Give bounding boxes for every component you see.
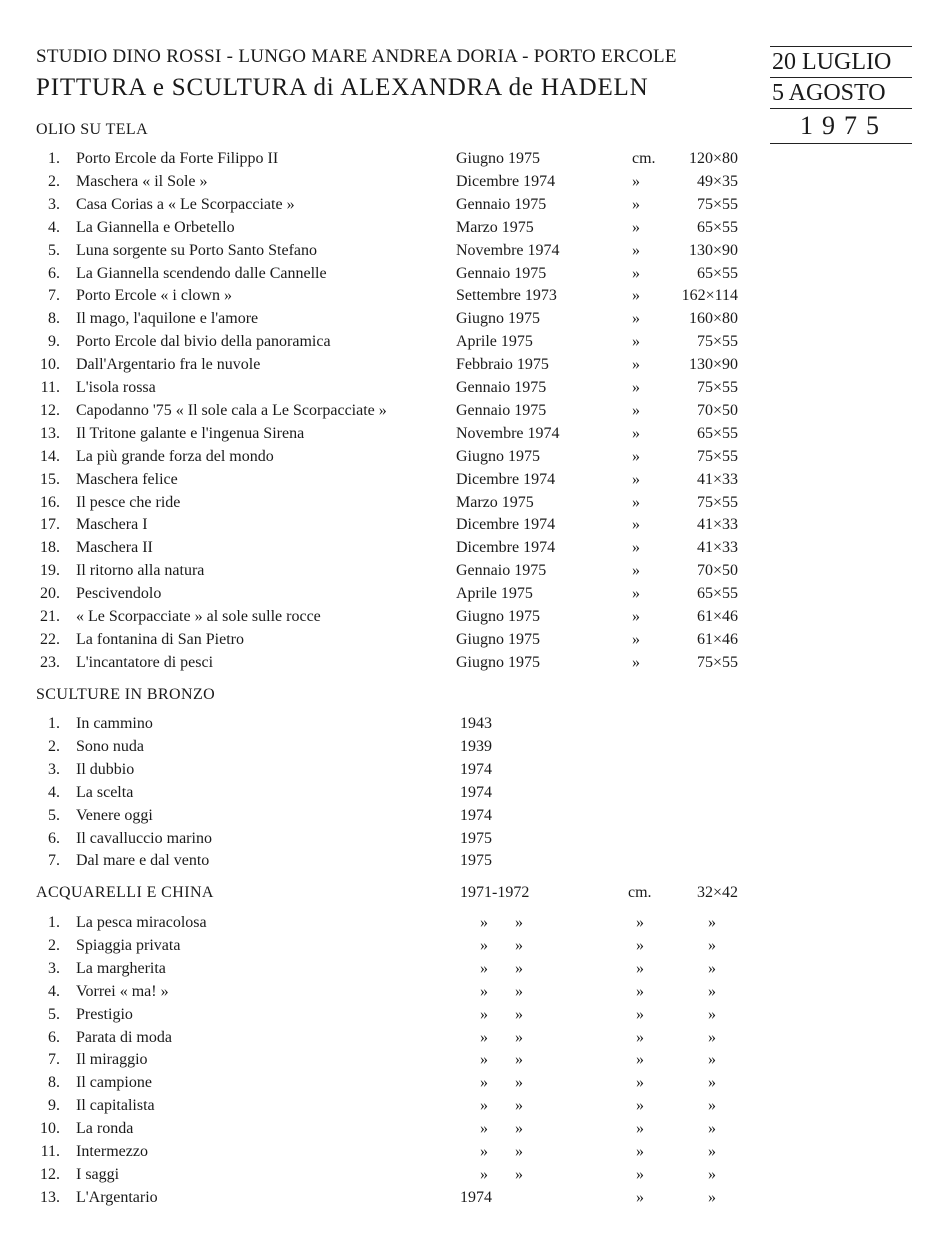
item-title: Il campione bbox=[76, 1074, 152, 1092]
list-item bbox=[0, 333, 926, 356]
ditto-mark: » bbox=[515, 1120, 523, 1138]
item-number: 6. bbox=[48, 1028, 60, 1046]
item-number: 3. bbox=[48, 959, 60, 977]
ditto-mark: » bbox=[636, 1028, 644, 1046]
item-title: La Giannella scendendo dalle Cannelle bbox=[76, 264, 327, 282]
list-item bbox=[0, 807, 926, 830]
item-unit: » bbox=[632, 310, 640, 328]
item-size: 75×55 bbox=[696, 195, 738, 213]
ditto-mark: » bbox=[708, 1005, 716, 1023]
item-number: 12. bbox=[40, 1165, 60, 1183]
list-item bbox=[0, 562, 926, 585]
date-end: 5 AGOSTO bbox=[772, 80, 886, 106]
item-date: Settembre 1973 bbox=[456, 287, 557, 305]
ditto-mark: » bbox=[708, 1143, 716, 1160]
item-size: 130×90 bbox=[688, 356, 738, 374]
item-number: 4. bbox=[48, 783, 60, 801]
item-size: 65×55 bbox=[696, 585, 738, 603]
section-watercolor-header bbox=[0, 884, 926, 907]
ditto-mark: » bbox=[480, 936, 488, 954]
ditto-mark: » bbox=[708, 1074, 716, 1092]
item-unit: » bbox=[632, 241, 640, 259]
item-year: 1975 bbox=[460, 852, 492, 870]
item-unit: » bbox=[632, 447, 640, 465]
list-item bbox=[0, 830, 926, 853]
item-date: Gennaio 1975 bbox=[456, 562, 547, 580]
ditto-mark: » bbox=[515, 1051, 523, 1069]
item-title: Dal mare e dal vento bbox=[76, 852, 210, 870]
item-number: 15. bbox=[40, 470, 60, 488]
list-item bbox=[0, 402, 926, 425]
item-title: Intermezzo bbox=[76, 1143, 148, 1160]
item-title: Il pesce che ride bbox=[76, 493, 181, 511]
item-date: Dicembre 1974 bbox=[456, 516, 556, 534]
list-item bbox=[0, 1029, 926, 1052]
item-size: 75×55 bbox=[696, 379, 738, 396]
list-item bbox=[0, 242, 926, 265]
item-unit: » bbox=[632, 470, 640, 488]
watercolor-unit: cm. bbox=[628, 884, 652, 901]
item-date: Dicembre 1974 bbox=[456, 172, 556, 190]
header-exhibition-title: PITTURA e SCULTURA di ALEXANDRA de HADELN bbox=[36, 74, 649, 101]
item-title: Maschera I bbox=[76, 516, 148, 534]
item-number: 13. bbox=[40, 1188, 60, 1206]
list-item bbox=[0, 219, 926, 242]
item-number: 9. bbox=[48, 1097, 60, 1115]
item-size: 41×33 bbox=[696, 539, 738, 557]
ditto-mark: » bbox=[636, 1120, 644, 1138]
item-title: Dall'Argentario fra le nuvole bbox=[76, 356, 261, 374]
item-unit: » bbox=[632, 401, 640, 419]
item-number: 11. bbox=[40, 1143, 60, 1160]
item-size: 65×55 bbox=[696, 424, 738, 442]
item-number: 14. bbox=[40, 447, 60, 465]
item-title: I saggi bbox=[76, 1165, 120, 1183]
item-title: Spiaggia privata bbox=[76, 936, 181, 954]
item-date: Aprile 1975 bbox=[456, 333, 533, 351]
list-item bbox=[0, 631, 926, 654]
section-bronze-heading: SCULTURE IN BRONZO bbox=[36, 686, 216, 703]
list-item bbox=[0, 654, 926, 677]
item-number: 17. bbox=[40, 516, 60, 534]
list-item bbox=[0, 960, 926, 983]
list-item bbox=[0, 1097, 926, 1120]
item-number: 6. bbox=[48, 264, 60, 282]
item-size: 65×55 bbox=[696, 218, 738, 236]
list-item bbox=[0, 1006, 926, 1029]
item-size: 162×114 bbox=[681, 287, 738, 305]
item-size: 61×46 bbox=[696, 630, 738, 648]
item-title: Porto Ercole dal bivio della panoramica bbox=[76, 333, 331, 351]
date-year: 1975 bbox=[800, 111, 888, 140]
item-date: Giugno 1975 bbox=[456, 653, 540, 671]
item-title: Il capitalista bbox=[76, 1097, 155, 1115]
item-number: 1. bbox=[48, 150, 60, 167]
ditto-mark: » bbox=[708, 914, 716, 931]
ditto-mark: » bbox=[708, 1120, 716, 1138]
ditto-mark: » bbox=[636, 1143, 644, 1160]
item-title: Il dubbio bbox=[76, 760, 135, 778]
item-size: 130×90 bbox=[688, 241, 738, 259]
item-title: La scelta bbox=[76, 783, 134, 801]
item-date: Gennaio 1975 bbox=[456, 401, 547, 419]
item-unit: » bbox=[632, 653, 640, 671]
ditto-mark: » bbox=[708, 1028, 716, 1046]
item-date: Giugno 1975 bbox=[456, 310, 540, 328]
list-item bbox=[0, 1051, 926, 1074]
item-title: Venere oggi bbox=[76, 806, 153, 824]
watercolor-size: 32×42 bbox=[696, 884, 738, 901]
ditto-mark: » bbox=[708, 982, 716, 1000]
item-number: 11. bbox=[40, 379, 60, 396]
item-number: 13. bbox=[40, 424, 60, 442]
item-title: Maschera felice bbox=[76, 470, 178, 488]
item-size: 70×50 bbox=[696, 401, 738, 419]
ditto-mark: » bbox=[708, 1051, 716, 1069]
item-size: 49×35 bbox=[696, 172, 738, 190]
item-number: 5. bbox=[48, 241, 60, 259]
item-date: Dicembre 1974 bbox=[456, 470, 556, 488]
item-number: 2. bbox=[48, 737, 60, 755]
list-item bbox=[0, 494, 926, 517]
item-number: 21. bbox=[40, 608, 60, 625]
item-date: Giugno 1975 bbox=[456, 608, 540, 625]
item-title: La Giannella e Orbetello bbox=[76, 218, 235, 236]
item-title: Il ritorno alla natura bbox=[76, 562, 205, 580]
item-year: 1975 bbox=[460, 829, 492, 847]
ditto-mark: » bbox=[708, 1188, 716, 1206]
list-item bbox=[0, 287, 926, 310]
item-size: 75×55 bbox=[696, 447, 738, 465]
item-size: 70×50 bbox=[696, 562, 738, 580]
item-number: 7. bbox=[48, 287, 60, 305]
list-item bbox=[0, 1120, 926, 1143]
item-number: 7. bbox=[48, 1051, 60, 1069]
list-item bbox=[0, 937, 926, 960]
item-title: La fontanina di San Pietro bbox=[76, 630, 244, 648]
list-item bbox=[0, 471, 926, 494]
ditto-mark: » bbox=[480, 1028, 488, 1046]
item-year: 1939 bbox=[460, 737, 492, 755]
item-unit: » bbox=[632, 195, 640, 213]
item-size: 160×80 bbox=[688, 310, 738, 328]
section-oil-heading: OLIO SU TELA bbox=[36, 121, 149, 138]
item-unit: » bbox=[632, 379, 640, 396]
ditto-mark: » bbox=[480, 1074, 488, 1092]
item-title: Casa Corias a « Le Scorpacciate » bbox=[76, 195, 295, 213]
ditto-mark: » bbox=[515, 1165, 523, 1183]
list-item bbox=[0, 914, 926, 937]
list-item bbox=[0, 1143, 926, 1166]
item-number: 18. bbox=[40, 539, 60, 557]
item-number: 5. bbox=[48, 806, 60, 824]
item-number: 23. bbox=[40, 653, 60, 671]
item-number: 12. bbox=[40, 401, 60, 419]
list-item bbox=[0, 516, 926, 539]
item-size: 41×33 bbox=[696, 470, 738, 488]
ditto-mark: » bbox=[636, 1188, 644, 1206]
ditto-mark: » bbox=[708, 936, 716, 954]
item-date: Marzo 1975 bbox=[456, 218, 534, 236]
item-number: 16. bbox=[40, 493, 60, 511]
item-number: 22. bbox=[40, 630, 60, 648]
ditto-mark: » bbox=[708, 1097, 716, 1115]
header-gallery: STUDIO DINO ROSSI - LUNGO MARE ANDREA DORIA - PORTO ERCOLE bbox=[36, 46, 677, 67]
item-date: Aprile 1975 bbox=[456, 585, 533, 603]
item-title: « Le Scorpacciate » al sole sulle rocce bbox=[76, 608, 321, 625]
date-rule-bottom bbox=[770, 143, 912, 144]
item-unit: » bbox=[632, 516, 640, 534]
item-number: 9. bbox=[48, 333, 60, 351]
item-title: Il miraggio bbox=[76, 1051, 148, 1069]
ditto-mark: » bbox=[636, 982, 644, 1000]
item-number: 10. bbox=[40, 356, 60, 374]
item-title: L'incantatore di pesci bbox=[76, 653, 214, 671]
item-date: Giugno 1975 bbox=[456, 630, 540, 648]
ditto-mark: » bbox=[515, 1143, 523, 1160]
item-size: 75×55 bbox=[696, 653, 738, 671]
item-date: Marzo 1975 bbox=[456, 493, 534, 511]
item-date: Gennaio 1975 bbox=[456, 195, 547, 213]
item-number: 7. bbox=[48, 852, 60, 870]
list-item bbox=[0, 310, 926, 333]
item-title: Parata di moda bbox=[76, 1028, 172, 1046]
item-year: 1974 bbox=[460, 806, 492, 824]
list-item bbox=[0, 761, 926, 784]
ditto-mark: » bbox=[515, 1005, 523, 1023]
item-unit: » bbox=[632, 493, 640, 511]
item-title: L'isola rossa bbox=[76, 379, 156, 396]
list-item bbox=[0, 1166, 926, 1189]
item-number: 10. bbox=[40, 1120, 60, 1138]
ditto-mark: » bbox=[636, 936, 644, 954]
item-number: 2. bbox=[48, 172, 60, 190]
ditto-mark: » bbox=[480, 914, 488, 931]
list-item bbox=[0, 379, 926, 402]
list-item bbox=[0, 983, 926, 1006]
item-year: 1943 bbox=[460, 715, 492, 732]
item-title: Pescivendolo bbox=[76, 585, 162, 603]
ditto-mark: » bbox=[636, 1165, 644, 1183]
item-number: 4. bbox=[48, 218, 60, 236]
ditto-mark: » bbox=[515, 1028, 523, 1046]
ditto-mark: » bbox=[636, 1074, 644, 1092]
ditto-mark: » bbox=[515, 1097, 523, 1115]
item-unit: » bbox=[632, 356, 640, 374]
list-item bbox=[0, 852, 926, 875]
item-title: La più grande forza del mondo bbox=[76, 447, 274, 465]
ditto-mark: » bbox=[480, 959, 488, 977]
ditto-mark: » bbox=[636, 1097, 644, 1115]
item-unit: » bbox=[632, 333, 640, 351]
ditto-mark: » bbox=[480, 1143, 488, 1160]
item-title: Il cavalluccio marino bbox=[76, 829, 212, 847]
item-number: 1. bbox=[48, 914, 60, 931]
ditto-mark: » bbox=[636, 1005, 644, 1023]
item-number: 8. bbox=[48, 1074, 60, 1092]
ditto-mark: » bbox=[515, 936, 523, 954]
item-unit: » bbox=[632, 218, 640, 236]
item-title: Il mago, l'aquilone e l'amore bbox=[76, 310, 259, 328]
item-title: Maschera II bbox=[76, 539, 153, 557]
item-unit: » bbox=[632, 585, 640, 603]
item-number: 1. bbox=[48, 715, 60, 732]
date-box bbox=[770, 46, 912, 144]
item-unit: » bbox=[632, 424, 640, 442]
item-unit: » bbox=[632, 562, 640, 580]
ditto-mark: » bbox=[708, 1165, 716, 1183]
item-unit: » bbox=[632, 172, 640, 190]
list-item bbox=[0, 738, 926, 761]
item-unit: » bbox=[632, 539, 640, 557]
ditto-mark: » bbox=[515, 1074, 523, 1092]
item-year: 1974 bbox=[460, 1188, 492, 1206]
ditto-mark: » bbox=[480, 1005, 488, 1023]
item-title: La margherita bbox=[76, 959, 166, 977]
item-title: Capodanno '75 « Il sole cala a Le Scorpacciate » bbox=[76, 401, 387, 419]
item-date: Novembre 1974 bbox=[456, 241, 560, 259]
list-item bbox=[0, 265, 926, 288]
ditto-mark: » bbox=[480, 1051, 488, 1069]
ditto-mark: » bbox=[515, 959, 523, 977]
item-number: 4. bbox=[48, 982, 60, 1000]
item-unit: » bbox=[632, 287, 640, 305]
item-unit: cm. bbox=[632, 150, 656, 167]
item-title: Porto Ercole da Forte Filippo II bbox=[76, 150, 279, 167]
item-date: Febbraio 1975 bbox=[456, 356, 549, 374]
item-size: 61×46 bbox=[696, 608, 738, 625]
list-item bbox=[0, 356, 926, 379]
ditto-mark: » bbox=[480, 1165, 488, 1183]
item-title: In cammino bbox=[76, 715, 153, 732]
ditto-mark: » bbox=[515, 982, 523, 1000]
item-date: Novembre 1974 bbox=[456, 424, 560, 442]
ditto-mark: » bbox=[515, 914, 523, 931]
item-number: 20. bbox=[40, 585, 60, 603]
list-item bbox=[0, 173, 926, 196]
item-number: 6. bbox=[48, 829, 60, 847]
ditto-mark: » bbox=[708, 959, 716, 977]
list-item bbox=[0, 448, 926, 471]
ditto-mark: » bbox=[636, 914, 644, 931]
item-title: Prestigio bbox=[76, 1005, 133, 1023]
ditto-mark: » bbox=[636, 1051, 644, 1069]
item-title: La ronda bbox=[76, 1120, 134, 1138]
list-item bbox=[0, 150, 926, 173]
item-number: 5. bbox=[48, 1005, 60, 1023]
item-title: Sono nuda bbox=[76, 737, 144, 755]
list-item bbox=[0, 784, 926, 807]
item-title: Maschera « il Sole » bbox=[76, 172, 208, 190]
list-item bbox=[0, 196, 926, 219]
item-title: Porto Ercole « i clown » bbox=[76, 287, 232, 305]
item-date: Gennaio 1975 bbox=[456, 379, 547, 396]
list-item bbox=[0, 585, 926, 608]
item-number: 8. bbox=[48, 310, 60, 328]
item-size: 41×33 bbox=[696, 516, 738, 534]
watercolor-years: 1971-1972 bbox=[460, 884, 530, 901]
ditto-mark: » bbox=[480, 1120, 488, 1138]
item-unit: » bbox=[632, 608, 640, 625]
item-title: Luna sorgente su Porto Santo Stefano bbox=[76, 241, 318, 259]
item-number: 3. bbox=[48, 760, 60, 778]
date-start: 20 LUGLIO bbox=[772, 49, 892, 75]
item-size: 75×55 bbox=[696, 493, 738, 511]
ditto-mark: » bbox=[636, 959, 644, 977]
item-number: 2. bbox=[48, 936, 60, 954]
item-date: Giugno 1975 bbox=[456, 150, 540, 167]
list-item bbox=[0, 539, 926, 562]
item-year: 1974 bbox=[460, 760, 492, 778]
ditto-mark: » bbox=[480, 1097, 488, 1115]
item-title: La pesca miracolosa bbox=[76, 914, 207, 931]
item-title: Il Tritone galante e l'ingenua Sirena bbox=[76, 424, 305, 442]
item-unit: » bbox=[632, 264, 640, 282]
item-size: 120×80 bbox=[688, 150, 738, 167]
section-watercolor-heading: ACQUARELLI E CHINA bbox=[36, 884, 214, 901]
list-item bbox=[0, 425, 926, 448]
item-date: Gennaio 1975 bbox=[456, 264, 547, 282]
item-date: Giugno 1975 bbox=[456, 447, 540, 465]
item-size: 65×55 bbox=[696, 264, 738, 282]
ditto-mark: » bbox=[480, 982, 488, 1000]
list-item bbox=[0, 608, 926, 631]
item-number: 3. bbox=[48, 195, 60, 213]
item-date: Dicembre 1974 bbox=[456, 539, 556, 557]
item-title: Vorrei « ma! » bbox=[76, 982, 169, 1000]
list-item bbox=[0, 1074, 926, 1097]
list-item bbox=[0, 1189, 926, 1212]
item-number: 19. bbox=[40, 562, 60, 580]
item-title: L'Argentario bbox=[76, 1188, 158, 1206]
item-size: 75×55 bbox=[696, 333, 738, 351]
list-item bbox=[0, 715, 926, 738]
item-unit: » bbox=[632, 630, 640, 648]
item-year: 1974 bbox=[460, 783, 492, 801]
